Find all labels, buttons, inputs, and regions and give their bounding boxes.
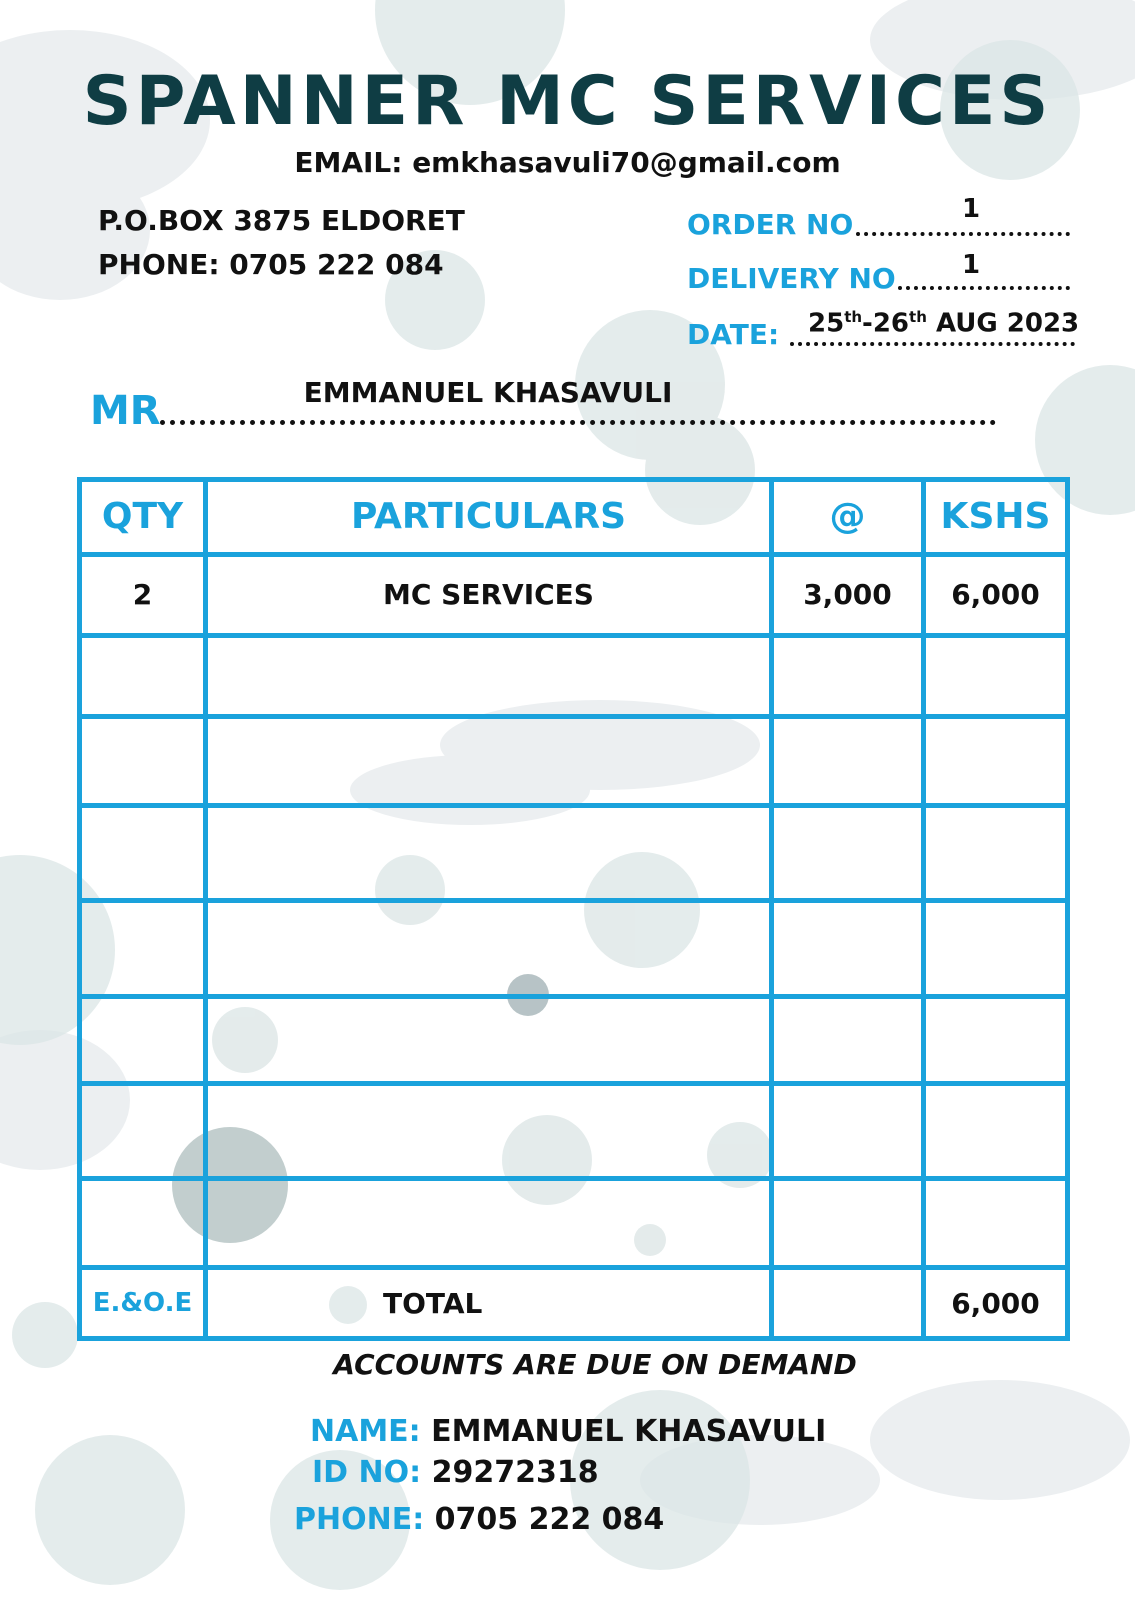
- signature-phone-value: 0705 222 084: [434, 1502, 665, 1537]
- table-total-row: [80, 1268, 1068, 1339]
- table-row-empty: [80, 635, 1068, 716]
- order-table: [77, 477, 1070, 1341]
- company-name: SPANNER MC SERVICES: [82, 62, 1053, 141]
- signature-phone: [294, 1502, 664, 1537]
- company-phone: PHONE: 0705 222 084: [98, 248, 444, 281]
- date-value: 25th-26th AUG 2023: [808, 308, 1080, 339]
- table-row-empty: [80, 1178, 1068, 1267]
- table-row-empty: [80, 806, 1068, 901]
- header-particulars: PARTICULARS: [206, 480, 772, 555]
- signature-name-label: NAME:: [310, 1414, 421, 1449]
- cell-particulars: MC SERVICES: [206, 554, 772, 635]
- delivery-no-label: DELIVERY NO: [687, 262, 896, 295]
- table-row-empty: [80, 901, 1068, 996]
- eoe-label: E.&O.E: [80, 1268, 206, 1339]
- order-no-dots: [856, 222, 1070, 236]
- header-amount: KSHS: [924, 480, 1068, 555]
- total-label: TOTAL: [206, 1268, 772, 1339]
- cell-rate: 3,000: [772, 554, 924, 635]
- header-qty: QTY: [80, 480, 206, 555]
- customer-name: EMMANUEL KHASAVULI: [303, 376, 673, 409]
- signature-id: [312, 1455, 599, 1490]
- signature-id-label: ID NO:: [312, 1455, 422, 1490]
- date-label: DATE:: [687, 318, 780, 351]
- signature-phone-label: PHONE:: [294, 1502, 425, 1537]
- table-row: [80, 554, 1068, 635]
- table-row-empty: [80, 996, 1068, 1083]
- signature-name-value: EMMANUEL KHASAVULI: [431, 1414, 827, 1449]
- delivery-no-value: 1: [962, 250, 981, 280]
- table-header-row: [80, 480, 1068, 555]
- company-address: P.O.BOX 3875 ELDORET: [98, 204, 465, 237]
- payment-terms: ACCOUNTS ARE DUE ON DEMAND: [333, 1348, 857, 1381]
- cell-amount: 6,000: [924, 554, 1068, 635]
- total-value: 6,000: [924, 1268, 1068, 1339]
- delivery-no-dots: [898, 276, 1070, 290]
- customer-label: MR: [90, 388, 161, 434]
- signature-name: [310, 1414, 826, 1449]
- signature-id-value: 29272318: [431, 1455, 599, 1490]
- table-row-empty: [80, 1083, 1068, 1178]
- customer-dots: [160, 408, 996, 425]
- cell-qty: 2: [80, 554, 206, 635]
- order-no-label: ORDER NO: [687, 208, 854, 241]
- order-no-value: 1: [962, 194, 981, 224]
- header-rate: @: [772, 480, 924, 555]
- company-email: EMAIL: emkhasavuli70@gmail.com: [294, 146, 841, 179]
- table-row-empty: [80, 717, 1068, 806]
